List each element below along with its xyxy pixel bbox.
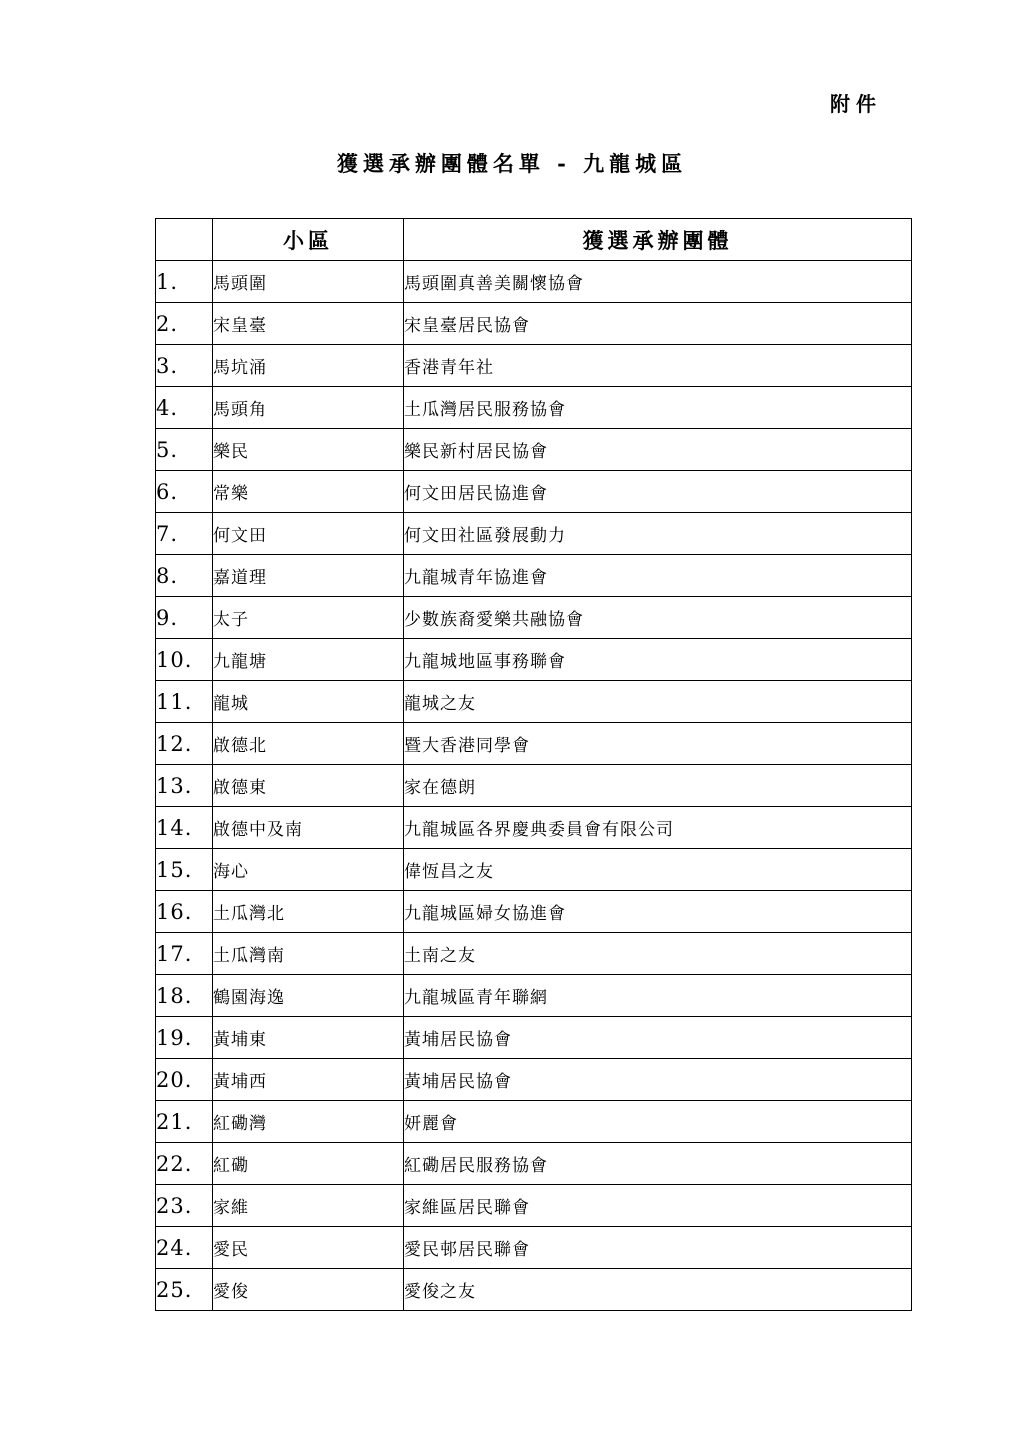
row-area: 愛民	[213, 1227, 404, 1269]
row-number: 11.	[156, 681, 213, 723]
row-area: 黃埔東	[213, 1017, 404, 1059]
row-area: 土瓜灣北	[213, 891, 404, 933]
row-organisation: 九龍城地區事務聯會	[404, 639, 912, 681]
organisation-table	[155, 218, 912, 1311]
table-row	[156, 1227, 912, 1269]
row-area: 九龍塘	[213, 639, 404, 681]
table-row	[156, 1185, 912, 1227]
table-row	[156, 597, 912, 639]
row-area: 啟德北	[213, 723, 404, 765]
row-area: 馬頭角	[213, 387, 404, 429]
table-row	[156, 387, 912, 429]
row-organisation: 馬頭圍真善美關懷協會	[404, 261, 912, 303]
row-area: 土瓜灣南	[213, 933, 404, 975]
row-number: 22.	[156, 1143, 213, 1185]
row-organisation: 九龍城青年協進會	[404, 555, 912, 597]
row-organisation: 香港青年社	[404, 345, 912, 387]
page-title: 獲選承辦團體名單 - 九龍城區	[336, 151, 688, 176]
row-area: 紅磡	[213, 1143, 404, 1185]
row-organisation: 土南之友	[404, 933, 912, 975]
row-number: 9.	[156, 597, 213, 639]
row-number: 17.	[156, 933, 213, 975]
row-organisation: 家維區居民聯會	[404, 1185, 912, 1227]
row-number: 14.	[156, 807, 213, 849]
table-row	[156, 723, 912, 765]
row-organisation: 黃埔居民協會	[404, 1059, 912, 1101]
row-number: 25.	[156, 1269, 213, 1311]
row-area: 嘉道理	[213, 555, 404, 597]
table-header-row	[156, 219, 912, 261]
table-row	[156, 303, 912, 345]
row-number: 3.	[156, 345, 213, 387]
table-row	[156, 471, 912, 513]
row-organisation: 何文田居民協進會	[404, 471, 912, 513]
table-row	[156, 681, 912, 723]
row-area: 龍城	[213, 681, 404, 723]
row-number: 20.	[156, 1059, 213, 1101]
table-row	[156, 891, 912, 933]
row-area: 樂民	[213, 429, 404, 471]
row-number: 15.	[156, 849, 213, 891]
row-number: 4.	[156, 387, 213, 429]
row-area: 馬坑涌	[213, 345, 404, 387]
table-row	[156, 261, 912, 303]
table-row	[156, 1101, 912, 1143]
row-organisation: 何文田社區發展動力	[404, 513, 912, 555]
header-number	[156, 219, 213, 261]
row-organisation: 少數族裔愛樂共融協會	[404, 597, 912, 639]
table-row	[156, 765, 912, 807]
table-row	[156, 429, 912, 471]
table-row	[156, 513, 912, 555]
row-organisation: 暨大香港同學會	[404, 723, 912, 765]
table-row	[156, 1059, 912, 1101]
row-number: 1.	[156, 261, 213, 303]
row-organisation: 家在德朗	[404, 765, 912, 807]
row-area: 愛俊	[213, 1269, 404, 1311]
row-organisation: 妍麗會	[404, 1101, 912, 1143]
table-row	[156, 639, 912, 681]
row-number: 12.	[156, 723, 213, 765]
row-area: 鶴園海逸	[213, 975, 404, 1017]
row-area: 馬頭圍	[213, 261, 404, 303]
row-area: 常樂	[213, 471, 404, 513]
row-number: 21.	[156, 1101, 213, 1143]
row-area: 何文田	[213, 513, 404, 555]
row-area: 黃埔西	[213, 1059, 404, 1101]
row-organisation: 愛俊之友	[404, 1269, 912, 1311]
row-number: 18.	[156, 975, 213, 1017]
row-number: 24.	[156, 1227, 213, 1269]
row-number: 23.	[156, 1185, 213, 1227]
table-row	[156, 555, 912, 597]
table-row	[156, 345, 912, 387]
row-area: 啟德東	[213, 765, 404, 807]
row-number: 2.	[156, 303, 213, 345]
row-organisation: 宋皇臺居民協會	[404, 303, 912, 345]
table-row	[156, 975, 912, 1017]
row-organisation: 龍城之友	[404, 681, 912, 723]
row-organisation: 九龍城區婦女協進會	[404, 891, 912, 933]
row-number: 13.	[156, 765, 213, 807]
row-area: 家維	[213, 1185, 404, 1227]
row-number: 19.	[156, 1017, 213, 1059]
row-organisation: 九龍城區青年聯網	[404, 975, 912, 1017]
table-body	[156, 261, 912, 1311]
row-organisation: 紅磡居民服務協會	[404, 1143, 912, 1185]
header-area: 小區	[213, 219, 404, 261]
table-row	[156, 1143, 912, 1185]
table-row	[156, 1017, 912, 1059]
annex-label: 附件	[830, 92, 882, 116]
row-organisation: 九龍城區各界慶典委員會有限公司	[404, 807, 912, 849]
table-row	[156, 1269, 912, 1311]
table-row	[156, 807, 912, 849]
row-organisation: 黃埔居民協會	[404, 1017, 912, 1059]
row-number: 16.	[156, 891, 213, 933]
row-organisation: 愛民邨居民聯會	[404, 1227, 912, 1269]
row-area: 啟德中及南	[213, 807, 404, 849]
table-row	[156, 849, 912, 891]
row-number: 10.	[156, 639, 213, 681]
row-number: 8.	[156, 555, 213, 597]
header-organisation: 獲選承辦團體	[404, 219, 912, 261]
row-area: 紅磡灣	[213, 1101, 404, 1143]
row-organisation: 偉恆昌之友	[404, 849, 912, 891]
row-number: 6.	[156, 471, 213, 513]
row-number: 5.	[156, 429, 213, 471]
row-area: 宋皇臺	[213, 303, 404, 345]
row-number: 7.	[156, 513, 213, 555]
table-row	[156, 933, 912, 975]
row-organisation: 土瓜灣居民服務協會	[404, 387, 912, 429]
row-organisation: 樂民新村居民協會	[404, 429, 912, 471]
row-area: 海心	[213, 849, 404, 891]
row-area: 太子	[213, 597, 404, 639]
